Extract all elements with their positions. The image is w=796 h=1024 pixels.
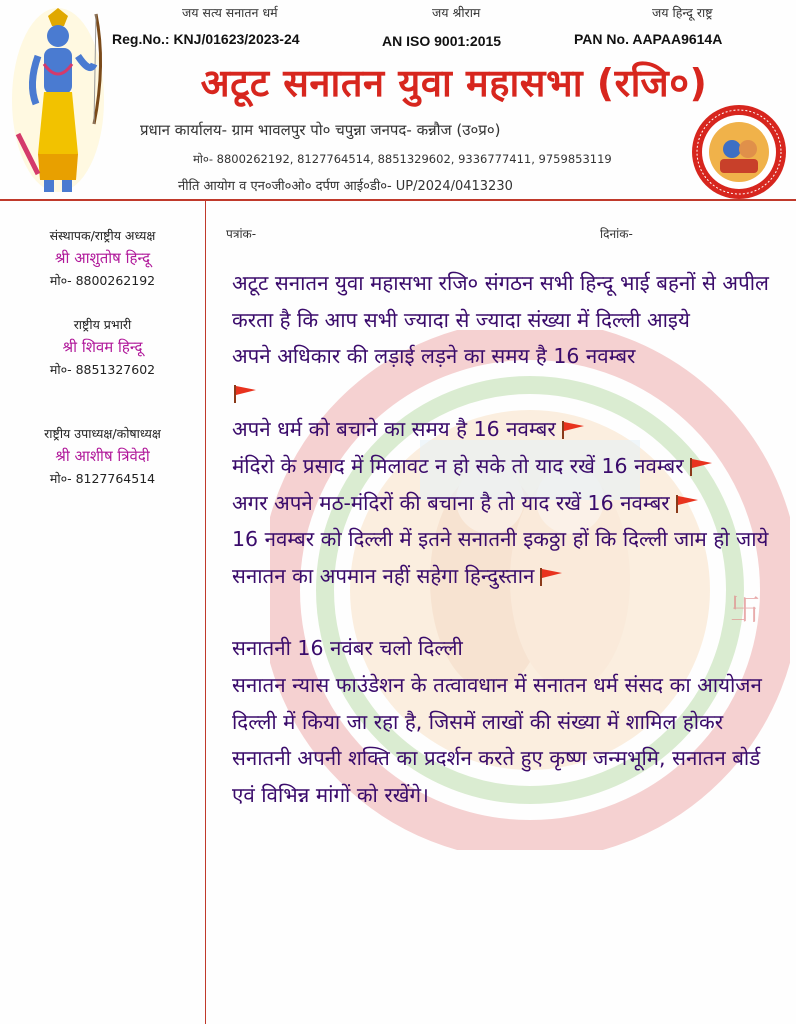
sidebar-member-incharge xyxy=(0,316,205,378)
flag-icon xyxy=(560,420,586,440)
member-phone: मो०- 8127764514 xyxy=(49,471,156,486)
member-role: राष्ट्रीय उपाध्यक्ष/कोषाध्यक्ष xyxy=(44,426,161,441)
sidebar-divider xyxy=(205,201,206,1024)
body-line xyxy=(232,558,780,595)
date-label: दिनांक- xyxy=(600,227,633,241)
member-phone: मो०- 8800262192 xyxy=(49,273,156,288)
body-line xyxy=(232,448,780,485)
member-role: संस्थापक/राष्ट्रीय अध्यक्ष xyxy=(49,228,156,243)
body-line xyxy=(232,411,780,448)
flag-icon xyxy=(538,567,564,587)
flag-icon xyxy=(688,457,714,477)
member-name: श्री आशुतोष हिन्दू xyxy=(54,249,151,267)
slogan-2: जय श्रीराम xyxy=(432,5,481,20)
body-line-text: अपने धर्म को बचाने का समय है 16 नवम्बर xyxy=(232,417,556,442)
deity-illustration xyxy=(8,4,108,196)
niti-aayog-id: नीति आयोग व एन०जी०ओ० दर्पण आई०डी०- UP/2024/0413230 xyxy=(178,179,513,194)
letter-body xyxy=(232,265,780,813)
pan-number: PAN No. AAPAA9614A xyxy=(574,31,723,47)
header-divider xyxy=(0,199,796,201)
appeal-paragraph: अटूट सनातन युवा महासभा रजि० संगठन सभी हिन्दू भाई बहनों से अपील करता है कि आप सभी ज्यादा से ज्यादा संख्या में दिल्ली आइये xyxy=(232,271,769,332)
body-line: 16 नवम्बर को दिल्ली में इतने सनातनी इकठ्ठा हों कि दिल्ली जाम हो जाये xyxy=(232,527,769,552)
call-to-action: सनातनी 16 नवंबर चलो दिल्ली xyxy=(232,636,463,661)
body-line xyxy=(232,485,780,522)
member-phone: मो०- 8851327602 xyxy=(49,362,156,377)
flag-icon xyxy=(232,384,258,404)
spacer xyxy=(232,594,780,630)
body-line-text: अगर अपने मठ-मंदिरों की बचाना है तो याद रखें 16 नवम्बर xyxy=(232,490,670,515)
organization-title: अटूट सनातन युवा महासभा (रजि०) xyxy=(200,61,708,105)
slogan-3: जय हिन्दू राष्ट्र xyxy=(652,5,713,20)
sidebar-member-vice-president xyxy=(0,425,205,487)
flag-icon xyxy=(674,494,700,514)
swastika-symbol: 卐 xyxy=(730,593,760,628)
sidebar-member-founder xyxy=(0,227,205,289)
registration-number: Reg.No.: KNJ/01623/2023-24 xyxy=(112,31,300,47)
body-line xyxy=(232,338,780,411)
member-role: राष्ट्रीय प्रभारी xyxy=(73,317,132,332)
body-line-text: अपने अधिकार की लड़ाई लड़ने का समय है 16 नवम्बर xyxy=(232,344,636,369)
member-name: श्री शिवम हिन्दू xyxy=(62,338,143,356)
slogan-1: जय सत्य सनातन धर्म xyxy=(182,5,278,20)
iso-certification: AN ISO 9001:2015 xyxy=(382,33,502,49)
organization-seal xyxy=(690,103,788,201)
reference-label: पत्रांक- xyxy=(226,227,257,241)
member-name: श्री आशीष त्रिवेदी xyxy=(55,447,150,465)
contact-numbers: मो०- 8800262192, 8127764514, 8851329602, 9336777411, 9759853119 xyxy=(193,152,612,166)
head-office-address: प्रधान कार्यालय- ग्राम भावलपुर पो० चपुन्ना जनपद- कन्नौज (उ०प्र०) xyxy=(140,121,501,139)
closing-paragraph: सनातन न्यास फाउंडेशन के तत्वावधान में सनातन धर्म संसद का आयोजन दिल्ली में किया जा रहा है, जिसमें लाखों की संख्या में शामिल होकर सनातनी अपनी शक्ति का प्रदर्शन करते हुए कृष्ण जन्मभूमि, सनातन बोर्ड एवं विभिन्न मांगों को रखेंगे। xyxy=(232,672,762,807)
body-line-text: सनातन का अपमान नहीं सहेगा हिन्दुस्तान xyxy=(232,563,535,588)
body-line-text: मंदिरो के प्रसाद में मिलावट न हो सके तो याद रखें 16 नवम्बर xyxy=(232,453,684,478)
